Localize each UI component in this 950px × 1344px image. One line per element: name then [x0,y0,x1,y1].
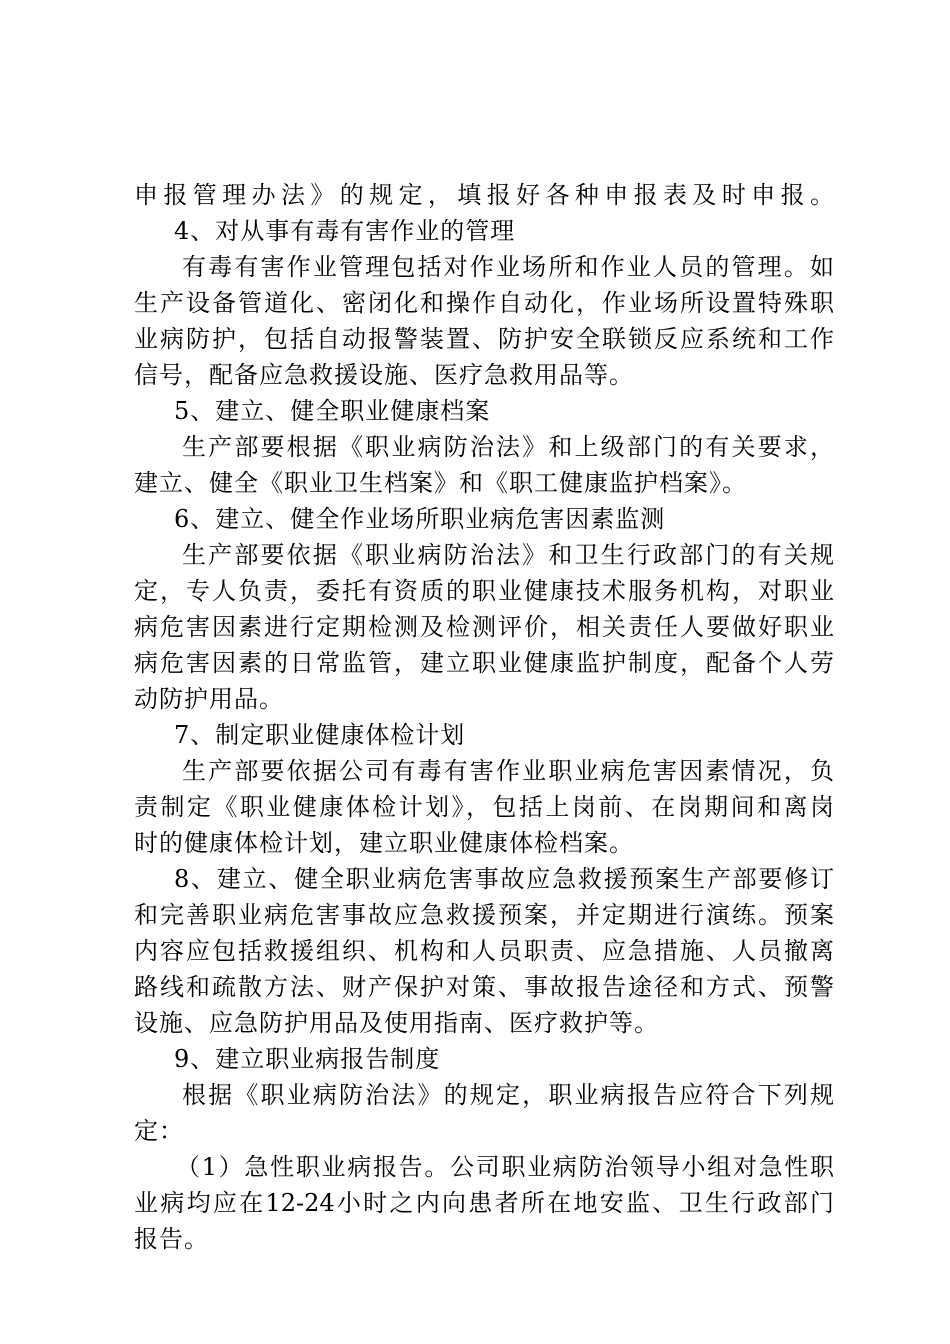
section-heading: 6、建立、健全作业场所职业病危害因素监测 [174,505,666,533]
text-line: 时的健康体检计划，建立职业健康体检档案。 [134,829,634,857]
text-line: 申报管理办法》的规定，填报好各种申报表及时申报。 [134,181,834,209]
text-line: 设施、应急防护用品及使用指南、医疗救护等。 [134,1009,659,1037]
text-line: 病危害因素的日常监管，建立职业健康监护制度，配备个人劳 [134,649,834,677]
text-line: 生产设备管道化、密闭化和操作自动化，作业场所设置特殊职 [134,289,834,317]
text-line: 信号，配备应急救援设施、医疗急救用品等。 [134,361,634,389]
text-line: 报告。 [134,1225,209,1253]
text-line: 根据《职业病防治法》的规定，职业病报告应符合下列规 [182,1081,834,1109]
text-line: 路线和疏散方法、财产保护对策、事故报告途径和方式、预警 [134,973,834,1001]
text-line: 内容应包括救援组织、机构和人员职责、应急措施、人员撤离 [134,937,834,965]
text-line: 业病均应在12-24小时之内向患者所在地安监、卫生行政部门 [134,1189,834,1217]
section-heading: 8、建立、健全职业病危害事故应急救援预案生产部要修订 [174,865,834,893]
section-heading: 7、制定职业健康体检计划 [174,721,466,749]
text-line: 病危害因素进行定期检测及检测评价，相关责任人要做好职业 [134,613,834,641]
text-line: 和完善职业病危害事故应急救援预案，并定期进行演练。预案 [134,901,834,929]
section-heading: 4、对从事有毒有害作业的管理 [174,217,516,245]
text-line: 定： [134,1117,184,1145]
section-heading: 9、建立职业病报告制度 [174,1045,441,1073]
text-line: 责制定《职业健康体检计划》，包括上岗前、在岗期间和离岗 [134,793,834,821]
text-line: 建立、健全《职业卫生档案》和《职工健康监护档案》。 [134,469,747,497]
text-line: 有毒有害作业管理包括对作业场所和作业人员的管理。如 [182,253,834,281]
text-line: （1）急性职业病报告。公司职业病防治领导小组对急性职 [176,1153,834,1181]
text-line: 生产部要依据公司有毒有害作业职业病危害因素情况，负 [182,757,834,785]
text-line: 定，专人负责，委托有资质的职业健康技术服务机构，对职业 [134,577,834,605]
text-line: 生产部要根据《职业病防治法》和上级部门的有关要求， [182,433,834,461]
section-heading: 5、建立、健全职业健康档案 [174,397,491,425]
text-line: 业病防护，包括自动报警装置、防护安全联锁反应系统和工作 [134,325,834,353]
text-line: 动防护用品。 [134,685,284,713]
text-line: 生产部要依据《职业病防治法》和卫生行政部门的有关规 [182,541,834,569]
